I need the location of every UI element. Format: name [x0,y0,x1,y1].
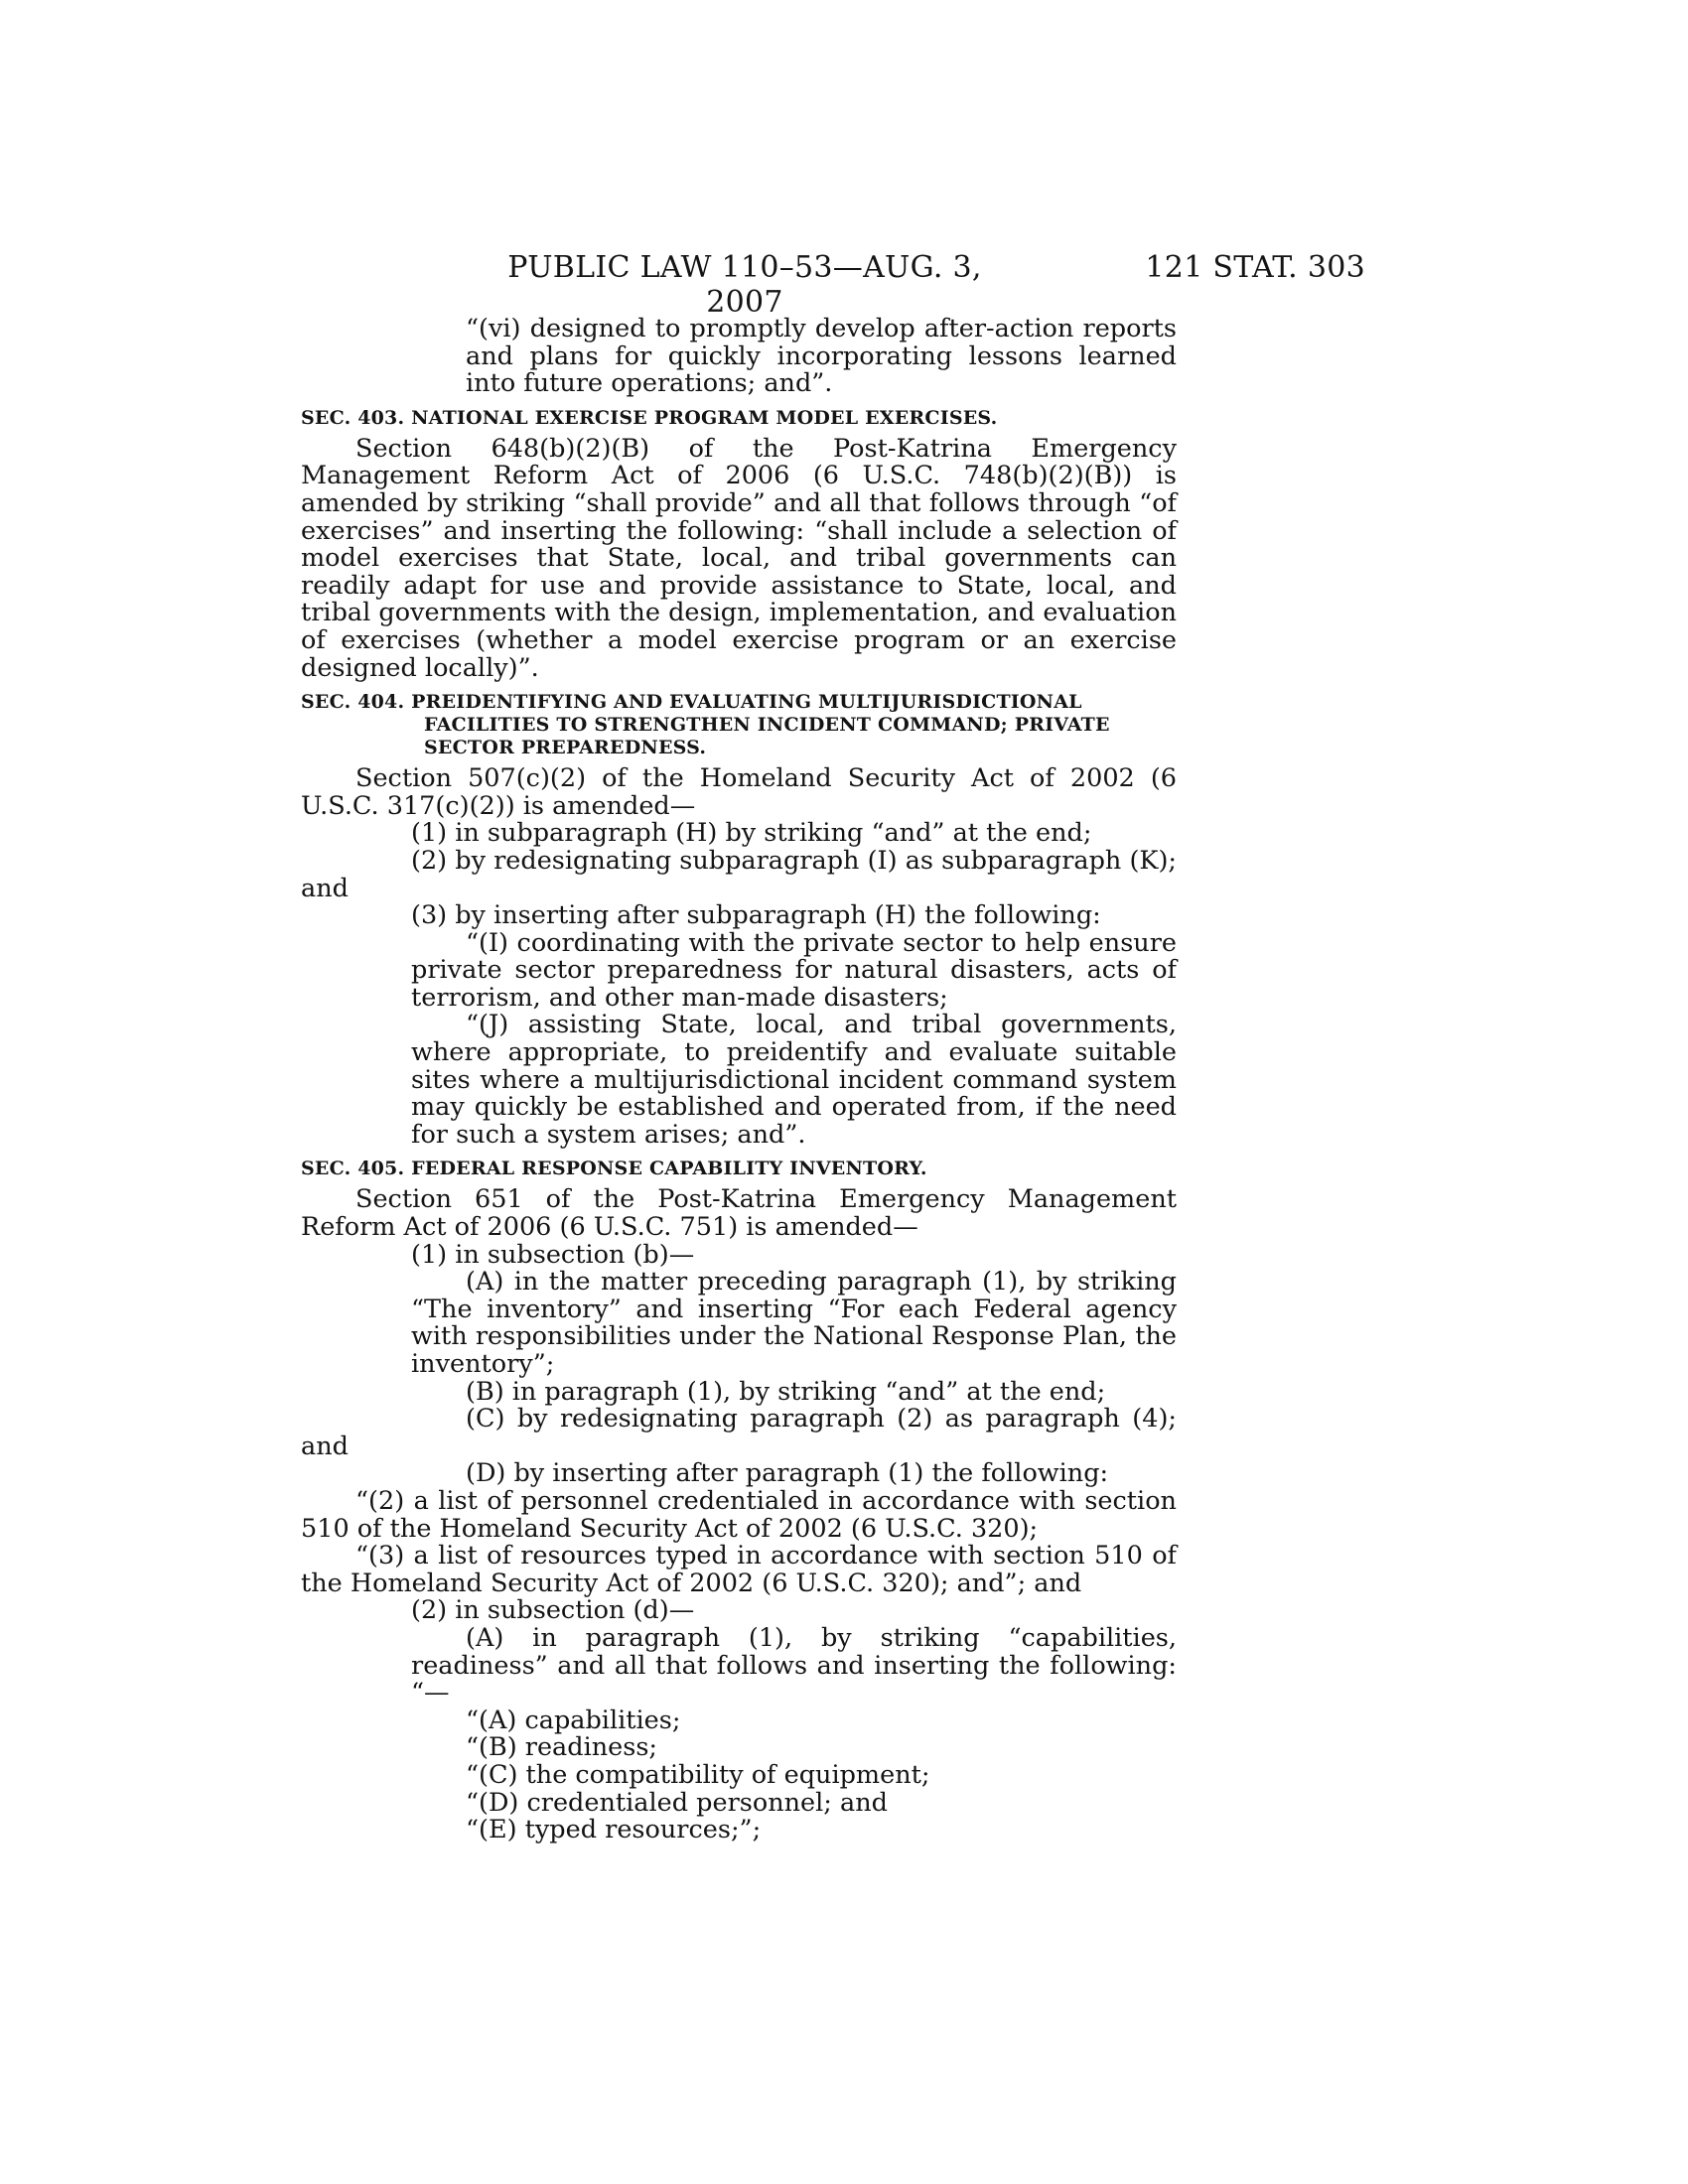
section-403-body: Section 648(b)(2)(B) of the Post-Katrina Emergency Management Reform Act of 2006 (6 U.S.C. 748(b)(2)(B)) is amended by striking “shall provide” and all that follows through “of exercises” and inserting the following: “shall include a selection of model exercises that State, local, and tribal governments can readily adapt for use and provide assistance to State, local, and tribal governments with the design, implementation, and evaluation of exercises (whether a model exercise program or an exercise designed locally)”. [301,433,1177,683]
stat-page-number: 121 STAT. 303 [1145,250,1365,285]
section-403-heading: SEC. 403. NATIONAL EXERCISE PROGRAM MODEL EXERCISES. [301,406,998,429]
section-405-item-1: (1) in subsection (b)— [411,1239,695,1270]
running-title: PUBLIC LAW 110–53—AUG. 3, 2007 [507,250,982,320]
section-405-item-2: (2) in subsection (d)— [411,1595,695,1626]
section-405-item-c: (C) by redesignating paragraph (2) as paragraph (4); and [301,1404,1177,1461]
section-405-item-d: (D) by inserting after paragraph (1) the following: [466,1458,1109,1489]
section-405-quote-a: “(A) capabilities; [466,1705,681,1735]
section-405-item-a: (A) in the matter preceding paragraph (1), by striking “The inventory” and inserting “For each Federal agency with responsibilities under the National Response Plan, the inventory”; [411,1267,1177,1379]
section-404-quote-j: “(J) assisting State, local, and tribal governments, where appropriate, to preidentify and evaluate suitable sites where a multijurisdictional incident command system may quickly be established and operated from, if the need for such a system arises; and”. [411,1010,1177,1150]
section-404-quote-i: “(I) coordinating with the private sector to help ensure private sector preparedness for natural disasters, acts of terrorism, and other man-made disasters; [411,927,1177,1013]
section-405-quote-b: “(B) readiness; [466,1732,658,1763]
body-text [301,316,1177,1844]
section-405-heading: SEC. 405. FEDERAL RESPONSE CAPABILITY INVENTORY. [301,1158,927,1180]
section-405-quote-e: “(E) typed resources;”; [466,1815,762,1845]
section-405-item-b: (B) in paragraph (1), by striking “and” at the end; [466,1376,1106,1407]
section-404-intro: Section 507(c)(2) of the Homeland Security Act of 2002 (6 U.S.C. 317(c)(2)) is amended— [301,763,1177,821]
section-405-quote-2: “(2) a list of personnel credentialed in accordance with section 510 of the Homeland Security Act of 2002 (6 U.S.C. 320); [301,1485,1177,1544]
section-404-item-3: (3) by inserting after subparagraph (H) the following: [411,900,1101,931]
section-405-quote-c: “(C) the compatibility of equipment; [466,1759,930,1790]
section-405-item-2a: (A) in paragraph (1), by striking “capabilities, readiness” and all that follows and inserting the following: “— [411,1622,1177,1708]
section-404-heading: SEC. 404. PREIDENTIFYING AND EVALUATING MULTIJURISDICTIONAL FACILITIES TO STRENGTHEN INCIDENT COMMAND; PRIVATE SECTOR PREPAREDNESS. [301,691,1110,759]
section-405-quote-3: “(3) a list of resources typed in accordance with section 510 of the Homeland Security Act of 2002 (6 U.S.C. 320); and”; and [301,1541,1177,1598]
section-405-quote-d: “(D) credentialed personnel; and [466,1787,888,1818]
section-404-item-2: (2) by redesignating subparagraph (I) as subparagraph (K); and [301,845,1177,903]
section-405-intro: Section 651 of the Post-Katrina Emergency Management Reform Act of 2006 (6 U.S.C. 751) is amended— [301,1184,1177,1243]
carryover-clause: “(vi) designed to promptly develop after-action reports and plans for quickly incorporating lessons learned into future operations; and”. [466,314,1177,399]
section-404-item-1: (1) in subparagraph (H) by striking “and” at the end; [411,818,1092,849]
